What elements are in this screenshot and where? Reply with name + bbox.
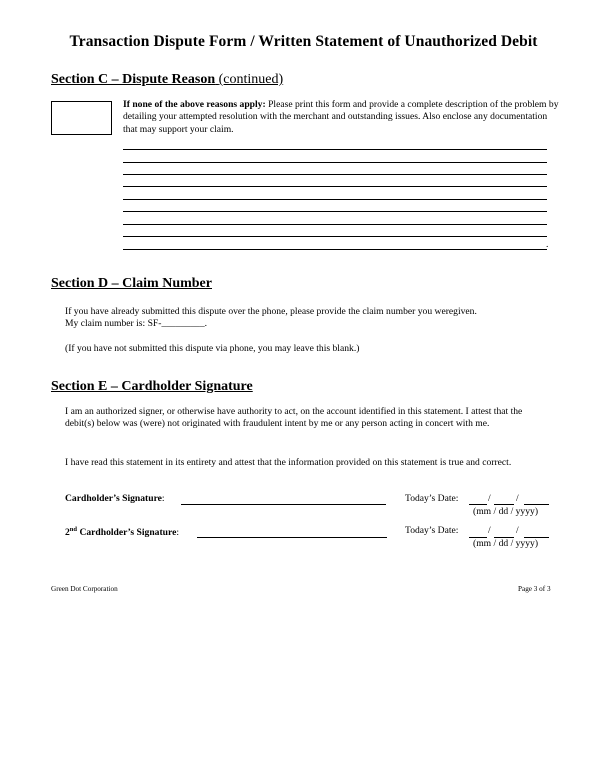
- sig1-colon: :: [161, 493, 165, 504]
- reason-text: Please print this form and provide a complete description of the problem by detailing your attempted resolution with the merchant and outstanding issues. Also enclose any documentation that may support your claim.: [123, 99, 559, 135]
- description-line-9[interactable]: [123, 249, 547, 250]
- date1-slash-1: /: [488, 493, 491, 504]
- description-line-8[interactable]: [123, 236, 547, 237]
- dispute-reason-checkbox[interactable]: [51, 101, 112, 135]
- date2-slash-1: /: [488, 525, 491, 536]
- section-c-heading-suffix: (continued): [218, 72, 284, 87]
- date1-slash-2: /: [516, 493, 519, 504]
- sig2-num: 2: [65, 527, 70, 539]
- footer-company: Green Dot Corporation: [51, 585, 118, 593]
- sig2-label-text: Cardholder’s Signature: [79, 527, 177, 539]
- description-line-6[interactable]: [123, 211, 547, 212]
- date1-month-field[interactable]: [469, 504, 487, 505]
- todays-date-label-2: Today’s Date:: [405, 525, 459, 536]
- section-c-heading-text: Section C – Dispute Reason: [51, 72, 216, 87]
- date1-day-field[interactable]: [494, 504, 514, 505]
- todays-date-label-1: Today’s Date:: [405, 493, 459, 504]
- claim-number-note: (If you have not submitted this dispute via phone, you may leave this blank.): [65, 343, 360, 354]
- footer-page-number: Page 3 of 3: [518, 585, 551, 593]
- date1-year-field[interactable]: [524, 504, 549, 505]
- sig2-colon: :: [176, 527, 180, 539]
- description-line-7[interactable]: [123, 224, 547, 225]
- description-line-4[interactable]: [123, 186, 547, 187]
- claim-number-field[interactable]: My claim number is: SF-_________.: [65, 318, 208, 329]
- reason-lead: If none of the above reasons apply:: [123, 99, 266, 110]
- claim-number-instruction: If you have already submitted this dispute over the phone, please provide the claim number you weregiven.: [65, 306, 477, 317]
- cardholder-signature-line[interactable]: [181, 504, 386, 505]
- description-line-3[interactable]: [123, 174, 547, 175]
- description-line-5[interactable]: [123, 199, 547, 200]
- accuracy-paragraph: I have read this statement in its entirety and attest that the information provided on this statement is true and correct.: [65, 457, 512, 468]
- sig1-label-text: Cardholder’s Signature: [65, 493, 162, 504]
- section-d-heading: Section D – Claim Number: [51, 276, 212, 291]
- second-cardholder-signature-line[interactable]: [197, 537, 387, 538]
- document-title: Transaction Dispute Form / Written Statement of Unauthorized Debit: [69, 33, 538, 50]
- date2-format-hint: (mm / dd / yyyy): [473, 538, 539, 549]
- section-e-heading: Section E – Cardholder Signature: [51, 379, 253, 394]
- section-c-heading: [51, 72, 283, 88]
- description-line-1[interactable]: [123, 149, 547, 150]
- second-cardholder-signature-label: [65, 526, 179, 538]
- description-end-period: .: [546, 239, 549, 250]
- attestation-paragraph: I am an authorized signer, or otherwise have authority to act, on the account identified in this statement. I attest that the debit(s) below was (were) not originated with fraudulent intent by me or any person acting in concert with me.: [65, 406, 523, 430]
- cardholder-signature-label: [65, 493, 165, 504]
- dispute-reason-instructions: [123, 99, 563, 136]
- description-line-2[interactable]: [123, 162, 547, 163]
- date1-format-hint: (mm / dd / yyyy): [473, 506, 539, 517]
- date2-slash-2: /: [516, 525, 519, 536]
- sig2-sup: nd: [69, 526, 78, 533]
